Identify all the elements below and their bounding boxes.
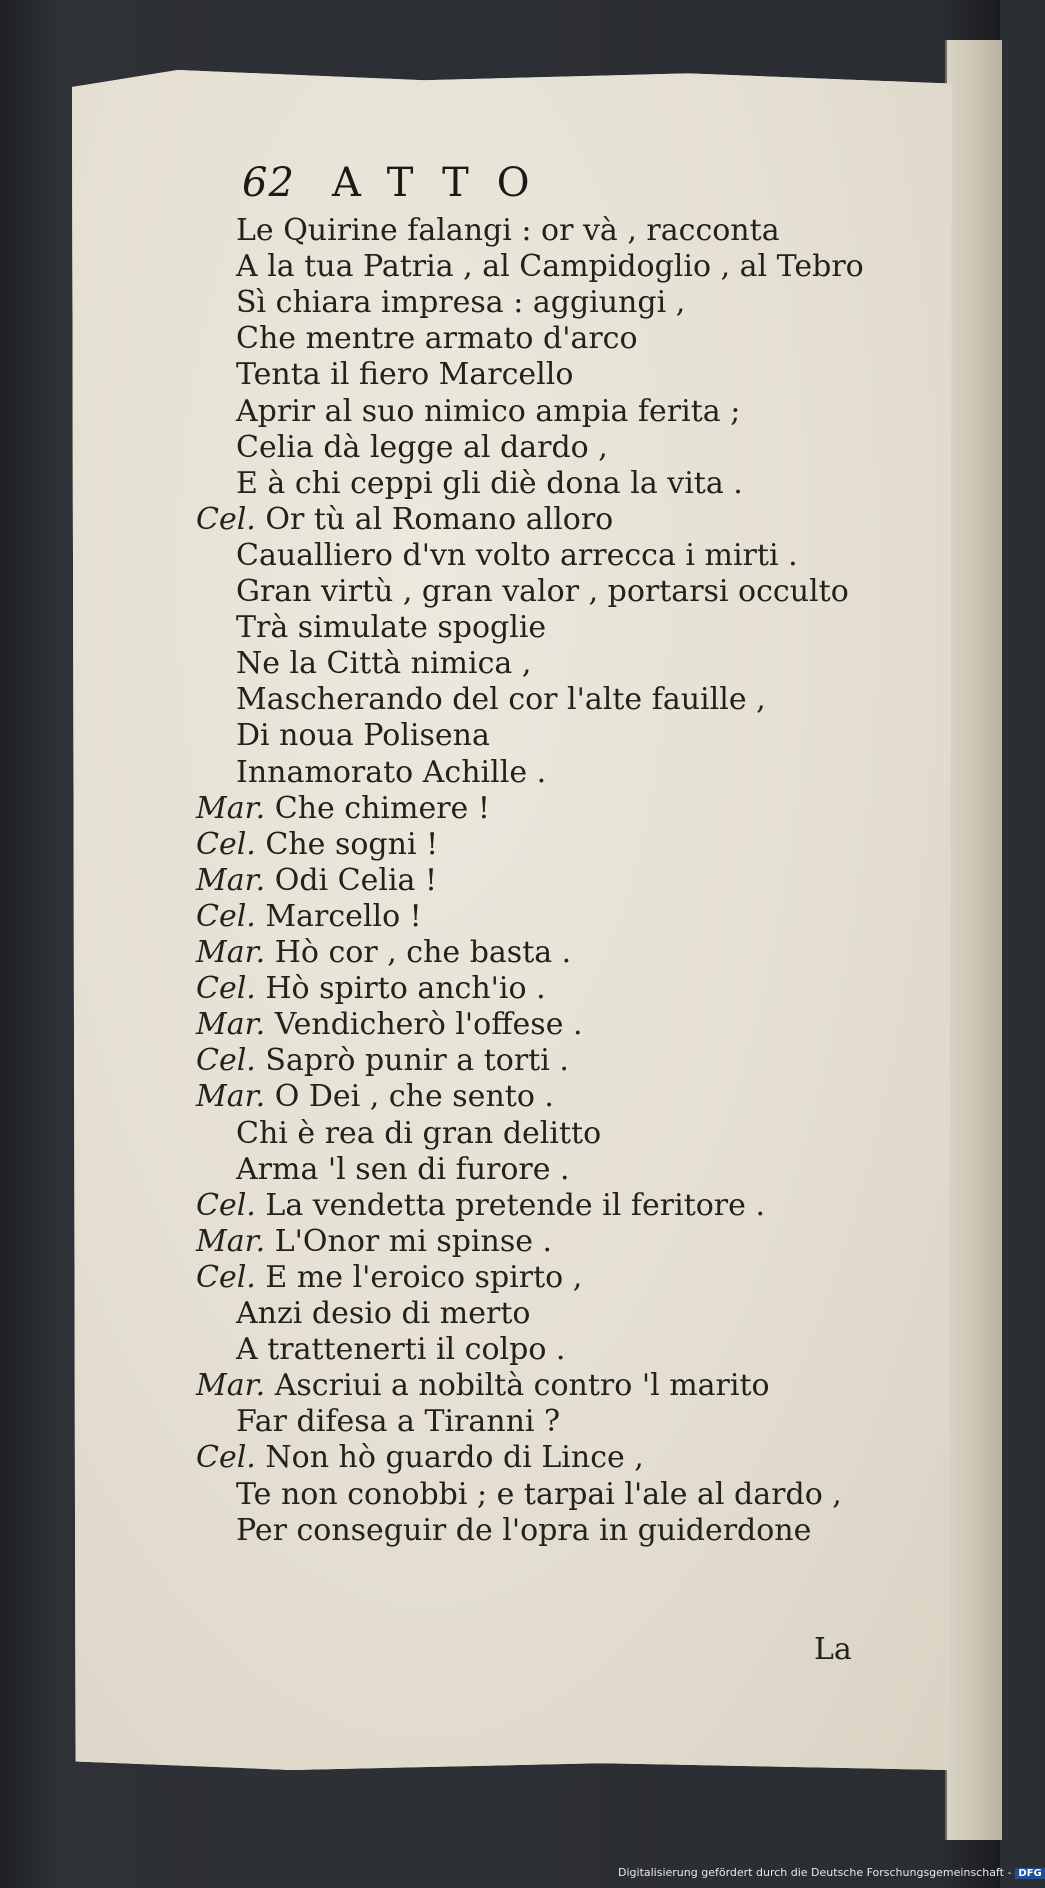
text-line xyxy=(236,647,531,681)
verse-text: Anzi desio di merto xyxy=(236,1296,531,1331)
text-line xyxy=(236,575,849,609)
verse-text: E me l'eroico spirto , xyxy=(265,1259,583,1295)
dfg-logo: DFG xyxy=(1015,1868,1044,1879)
verse-text: Sì chiara impresa : aggiungi , xyxy=(236,285,686,321)
text-line xyxy=(196,1080,554,1114)
verse-text: Or tù al Romano alloro xyxy=(265,501,614,537)
digitization-footer xyxy=(618,1866,1045,1879)
verse-text: Innamorato Achille . xyxy=(236,754,547,790)
text-line xyxy=(236,467,743,501)
page-number: 62 xyxy=(242,160,295,206)
verse-text: Arma 'l sen di furore . xyxy=(236,1151,570,1187)
verse-text: Far difesa a Tiranni ? xyxy=(236,1404,561,1440)
speaker-label: Mar. xyxy=(196,1079,266,1115)
text-line xyxy=(236,1514,811,1548)
speaker-label: Cel. xyxy=(196,1187,256,1223)
footer-text: Digitalisierung gefördert durch die Deutsche Forschungsgemeinschaft - xyxy=(618,1866,1012,1879)
text-line xyxy=(236,214,780,248)
speaker-label: Cel. xyxy=(196,826,256,862)
text-line xyxy=(236,756,546,790)
text-line xyxy=(196,828,438,862)
verse-text: Caualliero d'vn volto arrecca i mirti . xyxy=(236,537,798,573)
verse-text: Aprir al suo nimico ampia ferita ; xyxy=(236,393,741,429)
text-line xyxy=(196,1225,552,1259)
text-line xyxy=(236,683,766,717)
verse-text: Odi Celia ! xyxy=(274,862,438,898)
verse-text: Marcello ! xyxy=(265,898,422,934)
text-line xyxy=(236,539,798,573)
verse-text: Hò spirto anch'io . xyxy=(265,971,546,1007)
text-line xyxy=(196,936,571,970)
text-line xyxy=(196,1441,644,1475)
verse-text: Ascriui a nobiltà contro 'l marito xyxy=(274,1368,770,1404)
speaker-label: Cel. xyxy=(196,1259,256,1295)
verse-text: Trà simulate spoglie xyxy=(236,610,547,646)
text-line xyxy=(236,286,685,320)
text-line xyxy=(196,1008,583,1042)
text-line xyxy=(196,1261,582,1295)
verse-text: Vendicherò l'offese . xyxy=(274,1007,583,1043)
text-line xyxy=(236,1297,530,1331)
text-line xyxy=(236,611,546,645)
verse-text: Gran virtù , gran valor , portarsi occulto xyxy=(236,574,849,609)
text-line xyxy=(196,792,490,826)
text-line xyxy=(236,1405,560,1439)
verse-text: E à chi ceppi gli diè dona la vita . xyxy=(236,465,743,501)
verse-text: Ne la Città nimica , xyxy=(236,646,532,682)
verse-text: Chi è rea di gran delitto xyxy=(236,1115,602,1151)
speaker-label: Mar. xyxy=(196,790,266,826)
verse-text: Che sogni ! xyxy=(265,826,439,862)
text-line xyxy=(236,1333,565,1367)
text-line xyxy=(236,719,490,753)
text-line xyxy=(196,1189,765,1223)
text-line xyxy=(236,1478,842,1512)
text-line xyxy=(196,503,613,537)
speaker-label: Cel. xyxy=(196,1043,256,1079)
speaker-label: Cel. xyxy=(196,501,256,537)
text-line xyxy=(236,1117,601,1151)
text-line xyxy=(196,1044,569,1078)
verse-text: Celia dà legge al dardo , xyxy=(236,429,608,465)
speaker-label: Cel. xyxy=(196,971,256,1007)
verse-text: Te non conobbi ; e tarpai l'ale al dardo , xyxy=(236,1476,842,1512)
verse-text: O Dei , che sento . xyxy=(274,1079,554,1115)
speaker-label: Mar. xyxy=(196,1223,266,1259)
verse-text: Per conseguir de l'opra in guiderdone xyxy=(236,1512,812,1548)
verse-text: La vendetta pretende il feritore . xyxy=(265,1187,765,1223)
running-title: ATTO xyxy=(332,160,558,206)
verse-text: A trattenerti il colpo . xyxy=(236,1332,566,1368)
verse-text: L'Onor mi spinse . xyxy=(274,1223,553,1259)
speaker-label: Mar. xyxy=(196,1368,266,1404)
text-line xyxy=(196,900,422,934)
verse-text: Saprò punir a torti . xyxy=(265,1043,569,1079)
verse-text: Che mentre armato d'arco xyxy=(236,321,638,357)
verse-text: A la tua Patria , al Campidoglio , al Tebro xyxy=(236,249,864,285)
text-line xyxy=(236,395,740,429)
speaker-label: Mar. xyxy=(196,935,266,970)
verse-text: Le Quirine falangi : or và , racconta xyxy=(236,213,780,248)
verse-text: Hò cor , che basta . xyxy=(274,935,572,970)
text-line xyxy=(196,864,437,898)
speaker-label: Cel. xyxy=(196,1440,256,1476)
text-line xyxy=(196,1369,770,1403)
catchword: La xyxy=(814,1632,852,1667)
text-line xyxy=(236,358,573,392)
verse-text: Di noua Polisena xyxy=(236,718,490,754)
text-line xyxy=(236,322,638,356)
text-line xyxy=(236,431,608,465)
text-line xyxy=(236,250,864,284)
speaker-label: Cel. xyxy=(196,898,256,934)
speaker-label: Mar. xyxy=(196,862,266,898)
verse-text: Tenta il fiero Marcello xyxy=(236,357,574,393)
verse-text: Che chimere ! xyxy=(274,790,490,826)
adjacent-page-edge xyxy=(945,40,1002,1840)
speaker-label: Mar. xyxy=(196,1007,266,1043)
verse-text: Mascherando del cor l'alte fauille , xyxy=(236,682,766,718)
verse-text: Non hò guardo di Lince , xyxy=(265,1440,644,1476)
text-line xyxy=(196,972,546,1006)
text-line xyxy=(236,1153,570,1187)
